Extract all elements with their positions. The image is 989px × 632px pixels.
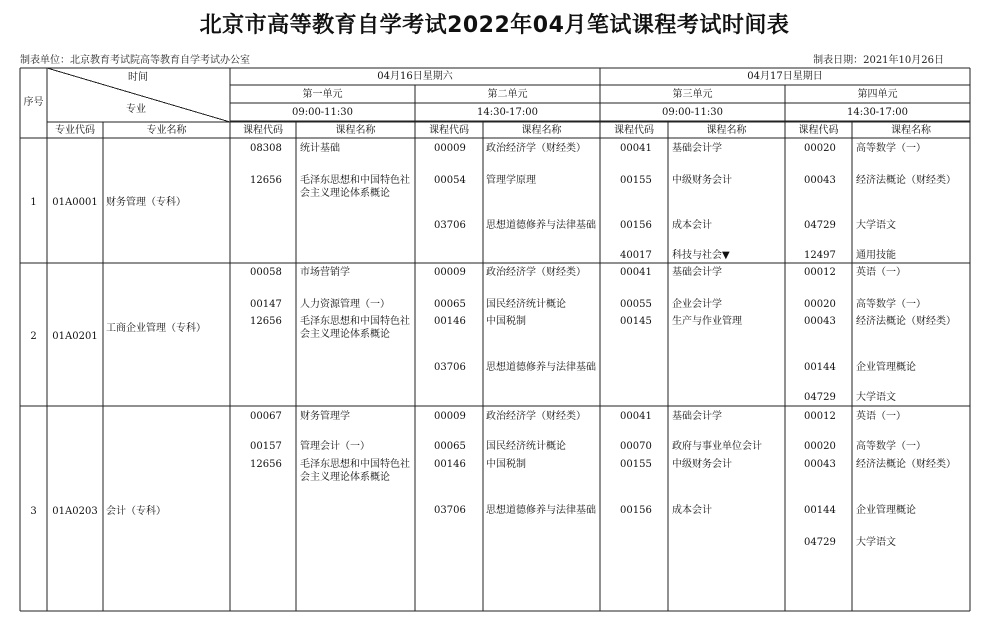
course-code: 12656: [250, 316, 282, 327]
course-code: 00020: [804, 143, 836, 154]
course-code: 00012: [804, 411, 836, 422]
course-name: 大学语文: [856, 220, 896, 231]
course-name: 思想道德修养与法律基础: [486, 362, 596, 373]
unit-2-time: 14:30-17:00: [476, 107, 538, 118]
course-code: 00147: [250, 299, 282, 310]
course-name: 财务管理学: [300, 411, 350, 422]
course-code: 00146: [434, 316, 466, 327]
page-title: 北京市高等教育自学考试2022年04月笔试课程考试时间表: [199, 13, 790, 38]
course-name: 高等数学（一）: [856, 143, 926, 154]
course-name: 大学语文: [856, 537, 896, 548]
course-code: 00058: [250, 267, 282, 278]
course-name: 科技与社会▼: [672, 250, 730, 261]
major-name: 会计（专科）: [106, 506, 166, 517]
course-name: 统计基础: [300, 143, 340, 154]
header-course-code: 课程代码: [429, 125, 469, 136]
course-name: 企业管理概论: [856, 505, 916, 516]
header-major-code: 专业代码: [55, 125, 95, 136]
course-name: 高等数学（一）: [856, 299, 926, 310]
major-name: 工商企业管理（专科）: [106, 323, 206, 334]
major-code: 01A0203: [52, 506, 98, 517]
header-course-name: 课程名称: [891, 125, 931, 136]
major-code: 01A0001: [52, 197, 98, 208]
course-code: 00020: [804, 441, 836, 452]
course-code: 03706: [434, 220, 466, 231]
unit-4-label: 第四单元: [857, 89, 898, 100]
course-code: 00009: [434, 267, 466, 278]
course-name: 成本会计: [672, 505, 712, 516]
header-seq: 序号: [23, 97, 44, 108]
header-course-name: 课程名称: [335, 125, 376, 136]
course-code: 00145: [620, 316, 652, 327]
major-name: 财务管理（专科）: [106, 197, 186, 208]
course-name: 中级财务会计: [672, 175, 732, 186]
course-name: 政府与事业单位会计: [672, 441, 762, 452]
header-day-1: 04月16日星期六: [377, 71, 453, 82]
major-seq: 3: [30, 506, 37, 517]
course-name: 人力资源管理（一）: [300, 299, 390, 310]
unit-1-time: 09:00-11:30: [291, 107, 353, 118]
course-code: 00156: [620, 505, 652, 516]
course-code: 00043: [804, 459, 836, 470]
course-code: 00155: [620, 459, 652, 470]
course-code: 00041: [620, 143, 652, 154]
header-course-name: 课程名称: [521, 125, 562, 136]
course-code: 04729: [804, 537, 836, 548]
header-major: 专业: [126, 104, 146, 115]
course-name: 政治经济学（财经类）: [486, 143, 586, 154]
course-code: 00144: [804, 505, 836, 516]
course-code: 12656: [250, 459, 282, 470]
issue-date: 制表日期：2021年10月26日: [813, 55, 944, 66]
course-name: 中国税制: [486, 316, 526, 327]
course-name: 管理会计（一）: [300, 441, 370, 452]
unit-1-label: 第一单元: [302, 89, 343, 100]
course-code: 00041: [620, 267, 652, 278]
major-seq: 2: [30, 331, 37, 342]
unit-4-time: 14:30-17:00: [846, 107, 908, 118]
course-name: 经济法概论（财经类）: [856, 459, 956, 470]
course-name: 毛泽东思想和中国特色社会主义理论体系概论: [300, 316, 410, 340]
course-code: 00012: [804, 267, 836, 278]
course-name: 大学语文: [856, 392, 896, 403]
course-code: 00009: [434, 143, 466, 154]
course-code: 03706: [434, 505, 466, 516]
course-code: 08308: [250, 143, 282, 154]
course-name: 国民经济统计概论: [486, 441, 566, 452]
course-name: 企业会计学: [672, 299, 722, 310]
course-code: 00043: [804, 316, 836, 327]
course-name: 英语（一）: [856, 267, 906, 278]
major-seq: 1: [30, 197, 37, 208]
issuer: 制表单位：北京教育考试院高等教育自学考试办公室: [20, 55, 250, 66]
header-course-name: 课程名称: [706, 125, 747, 136]
header-major-name: 专业名称: [146, 125, 187, 136]
course-name: 市场营销学: [300, 267, 350, 278]
course-code: 00041: [620, 411, 652, 422]
course-code: 04729: [804, 392, 836, 403]
course-name: 中级财务会计: [672, 459, 732, 470]
course-code: 04729: [804, 220, 836, 231]
course-name: 基础会计学: [672, 267, 722, 278]
course-code: 00067: [250, 411, 282, 422]
course-code: 00146: [434, 459, 466, 470]
course-code: 40017: [620, 250, 652, 261]
course-name: 毛泽东思想和中国特色社会主义理论体系概论: [300, 459, 410, 483]
major-code: 01A0201: [52, 331, 98, 342]
course-code: 00020: [804, 299, 836, 310]
unit-3-label: 第三单元: [672, 89, 713, 100]
course-code: 00054: [434, 175, 466, 186]
course-name: 政治经济学（财经类）: [486, 267, 586, 278]
course-name: 思想道德修养与法律基础: [486, 220, 596, 231]
course-code: 00043: [804, 175, 836, 186]
course-code: 00070: [620, 441, 652, 452]
course-name: 国民经济统计概论: [486, 299, 566, 310]
course-code: 00055: [620, 299, 652, 310]
course-name: 通用技能: [856, 250, 896, 261]
course-code: 00144: [804, 362, 836, 373]
course-code: 00065: [434, 441, 466, 452]
header-time: 时间: [128, 72, 148, 83]
unit-3-time: 09:00-11:30: [661, 107, 723, 118]
course-name: 高等数学（一）: [856, 441, 926, 452]
course-name: 成本会计: [672, 220, 712, 231]
header-course-code: 课程代码: [243, 125, 283, 136]
course-code: 03706: [434, 362, 466, 373]
course-name: 毛泽东思想和中国特色社会主义理论体系概论: [300, 175, 410, 199]
course-name: 企业管理概论: [856, 362, 916, 373]
course-name: 中国税制: [486, 459, 526, 470]
course-name: 经济法概论（财经类）: [856, 316, 956, 327]
course-name: 生产与作业管理: [672, 316, 742, 327]
course-code: 00065: [434, 299, 466, 310]
course-name: 管理学原理: [486, 175, 536, 186]
course-name: 基础会计学: [672, 143, 722, 154]
unit-2-label: 第二单元: [487, 89, 528, 100]
course-code: 12656: [250, 175, 282, 186]
course-code: 00009: [434, 411, 466, 422]
course-name: 基础会计学: [672, 411, 722, 422]
course-code: 00156: [620, 220, 652, 231]
header-course-code: 课程代码: [798, 125, 839, 136]
course-code: 12497: [804, 250, 836, 261]
course-name: 英语（一）: [856, 411, 906, 422]
header-course-code: 课程代码: [614, 125, 654, 136]
course-name: 经济法概论（财经类）: [856, 175, 956, 186]
course-code: 00157: [250, 441, 282, 452]
course-code: 00155: [620, 175, 652, 186]
header-day-2: 04月17日星期日: [747, 71, 823, 82]
course-name: 政治经济学（财经类）: [486, 411, 586, 422]
course-name: 思想道德修养与法律基础: [486, 505, 596, 516]
